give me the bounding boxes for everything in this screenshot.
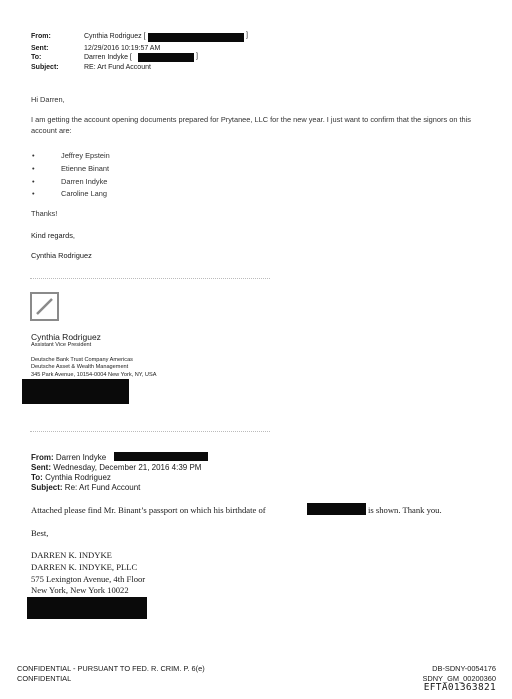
sent-value: 12/29/2016 10:19:57 AM	[84, 45, 161, 52]
footer-right: DB-SDNY-0054176 SDNY_GM_00200360	[422, 664, 496, 683]
footer-left: CONFIDENTIAL - PURSUANT TO FED. R. CRIM. P. 6(e) CONFIDENTIAL	[17, 664, 205, 683]
email2-body-start: Attached please find Mr. Binant’s passport on which his birthdate of	[31, 505, 266, 515]
subject-label: Subject:	[31, 64, 59, 71]
divider	[30, 278, 270, 279]
sender-name: Cynthia Rodriguez	[31, 251, 92, 260]
to-line: To: Cynthia Rodriguez	[31, 473, 111, 482]
signature-title: Assistant Vice President	[31, 342, 92, 348]
thanks-text: Thanks!	[31, 209, 58, 218]
redaction-box	[22, 379, 129, 404]
to-value: Darren Indyke [	[84, 54, 132, 61]
divider	[30, 431, 270, 432]
redaction-box	[307, 503, 366, 515]
signature-division: Deutsche Asset & Wealth Management	[31, 364, 129, 370]
subject-line: Subject: Re: Art Fund Account	[31, 483, 141, 492]
email2-body-end: is shown. Thank you.	[368, 505, 442, 515]
list-item: • Darren Indyke	[32, 177, 108, 186]
from-line: From: Darren Indyke	[31, 453, 107, 462]
greeting: Hi Darren,	[31, 95, 65, 104]
email2-closing: Best,	[31, 528, 49, 538]
closing-text: Kind regards,	[31, 231, 75, 240]
sent-line: Sent: Wednesday, December 21, 2016 4:39 PM	[31, 463, 202, 472]
subject-value: RE: Art Fund Account	[84, 64, 151, 71]
list-item: • Etienne Binant	[32, 164, 110, 173]
bracket-close: ]	[246, 32, 248, 39]
bank-logo-icon	[30, 292, 59, 321]
signature-name: Cynthia Rodriguez	[31, 332, 101, 342]
redaction-box	[114, 452, 208, 461]
email-body: I am getting the account opening documents prepared for Prytanee, LLC for the new year. I just want to confirm that the signors on this account are:	[31, 115, 471, 135]
to-label: To:	[31, 54, 42, 61]
redaction-box	[27, 597, 147, 619]
list-item: • Jeffrey Epstein	[32, 151, 110, 160]
signature-address: 345 Park Avenue, 10154-0004 New York, NY, USA	[31, 372, 157, 378]
bates-number: EFTA01363821	[423, 682, 496, 693]
email2-signature: DARREN K. INDYKE DARREN K. INDYKE, PLLC 575 Lexington Avenue, 4th Floor New York, New York 10022	[31, 550, 146, 596]
bracket-close: ]	[196, 53, 198, 60]
redaction-box	[148, 33, 244, 42]
list-item: • Caroline Lang	[32, 189, 108, 198]
signature-company: Deutsche Bank Trust Company Americas	[31, 357, 133, 363]
from-value: Cynthia Rodriguez [	[84, 33, 146, 40]
redaction-box	[138, 53, 194, 62]
from-label: From:	[31, 33, 51, 40]
sent-label: Sent:	[31, 45, 49, 52]
